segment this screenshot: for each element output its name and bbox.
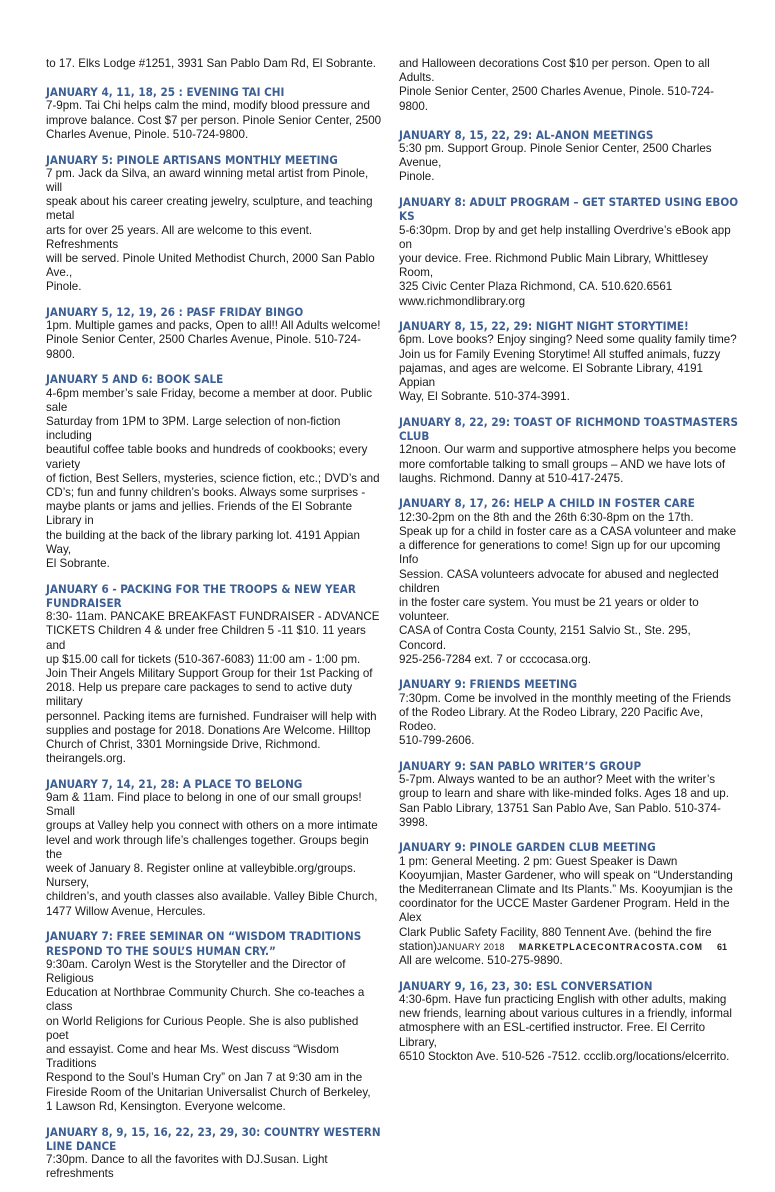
- event-description: 7-9pm. Tai Chi helps calm the mind, modify blood pressure and improve balance. Cost $7 per person. Pinole Senior Center, 2500 Charles Avenue, Pinole. 510-724-9800.: [46, 99, 382, 141]
- event-description: 7:30pm. Dance to all the favorites with DJ.Susan. Light refreshments: [46, 1152, 328, 1181]
- event-description: 9am & 11am. Find place to belong in one of our small groups! Small groups at Valley help you connect with others on a more intimate level and work through life’s challenges together. Groups begin the week of January 8. Register online at valleybible.org/groups. Nursery, children’s, and youth classes also available. Valley Bible Church, 1477 Willow Avenue, Hercules.: [46, 791, 378, 918]
- event-listing: [46, 582, 384, 767]
- event-heading: JANUARY 8, 15, 22, 29: NIGHT NIGHT STORYTIME!: [399, 319, 689, 334]
- page-number: 61: [716, 942, 727, 952]
- event-description: 5:30 pm. Support Group. Pinole Senior Center, 2500 Charles Avenue, Pinole.: [399, 142, 712, 184]
- event-description: 9:30am. Carolyn West is the Storyteller and the Director of Religious Education at Northbrae Community Church. She co-teaches a class on World Religions for Curious People. She is also published poet and essayist. Come and hear Ms. West discuss “Wisdom Traditions Respond to the Soul’s Human Cry” on Jan 7 at 9:30 am in the Fireside Room of the Unitarian Universalist Church of Berkeley, 1 Lawson Rd, Kensington. Everyone welcome.: [46, 957, 371, 1113]
- event-heading: JANUARY 6 - PACKING FOR THE TROOPS & NEW YEAR FUNDRAISER: [46, 581, 356, 610]
- event-description: 7 pm. Jack da Silva, an award winning metal artist from Pinole, will speak about his career creating jewelry, sculpture, and teaching metal arts for over 25 years. All are welcome to this event. Refreshments will be served. Pinole United Methodist Church, 2000 San Pablo Ave., Pinole.: [46, 166, 375, 294]
- event-listing: [399, 979, 739, 1064]
- event-listing: [46, 372, 384, 571]
- event-description: to 17. Elks Lodge #1251, 3931 San Pablo Dam Rd, El Sobrante.: [46, 57, 376, 70]
- event-description: and Halloween decorations Cost $10 per person. Open to all Adults. Pinole Senior Center, 2500 Charles Avenue, Pinole. 510-724-9800.: [399, 57, 714, 113]
- event-heading: JANUARY 5: PINOLE ARTISANS MONTHLY MEETING: [46, 152, 338, 167]
- event-description: 4:30-6pm. Have fun practicing English with other adults, making new friends, learning about various cultures in a friendly, informal atmosphere with an ESL-certified instructor. Free. El Cerrito Library, 6510 Stockton Ave. 510-526 -7512. ccclib.org/locations/elcerrito.: [399, 992, 732, 1063]
- event-description: 12:30-2pm on the 8th and the 26th 6:30-8pm on the 17th. Speak up for a child in foster care as a CASA volunteer and make a difference for generations to come! Sign up for our upcoming Info Session. CASA volunteers advocate for abused and neglected children in the foster care system. You must be 21 years or older to volunteer. CASA of Contra Costa County, 2151 Salvio St., Ste. 295, Concord. 925-256-7284 ext. 7 or cccocasa.org.: [399, 510, 737, 666]
- event-heading: JANUARY 8, 15, 22, 29: AL-ANON MEETINGS: [399, 127, 654, 142]
- event-listing: [399, 195, 739, 309]
- event-heading: JANUARY 8, 22, 29: TOAST OF RICHMOND TOASTMASTERS CLUB: [399, 414, 739, 444]
- event-listing: [46, 929, 384, 1114]
- left-column: [46, 57, 384, 1192]
- event-description: 5-6:30pm. Drop by and get help installing Overdrive’s eBook app on your device. Free. Richmond Public Main Library, Whittlesey Room, 325 Civic Center Plaza Richmond, CA. 510.620.6561 www.richmondlibrary.org: [399, 223, 731, 308]
- event-description: 1pm. Multiple games and packs, Open to all!! All Adults welcome! Pinole Senior Center, 2500 Charles Avenue, Pinole. 510-724-9800.: [46, 319, 381, 361]
- event-description: 7:30pm. Come be involved in the monthly meeting of the Friends of the Rodeo Library. At the Rodeo Library, 220 Pacific Ave, Rodeo. 510-799-2606.: [399, 691, 731, 748]
- event-heading: JANUARY 9: PINOLE GARDEN CLUB MEETING: [399, 840, 656, 855]
- footer-site: MARKETPLACECONTRACOSTA.COM: [518, 942, 703, 952]
- event-listing: [46, 153, 384, 295]
- event-listing: [46, 1125, 384, 1182]
- event-listing: [399, 677, 739, 748]
- event-listing: [46, 85, 384, 142]
- event-continuation: [399, 57, 739, 114]
- event-description: 8:30- 11am. PANCAKE BREAKFAST FUNDRAISER - ADVANCE TICKETS Children 4 & under free Children 5 -11 $10. 11 years and up $15.00 call for tickets (510-367-6083) 11:00 am - 1:00 pm. Join Their Angels Military Support Group for their 1st Packing of 2018. Help us prepare care packages to send to active duty military personnel. Packing items are furnished. Fundraiser will help with supplies and postage for 2018. Donations Are Welcome. Hilltop Church of Christ, 3301 Morningside Drive, Richmond. theirangels.org.: [46, 610, 380, 766]
- right-column: [399, 57, 739, 1075]
- page-footer: [437, 942, 727, 952]
- event-heading: JANUARY 9, 16, 23, 30: ESL CONVERSATION: [399, 978, 653, 993]
- event-heading: JANUARY 9: SAN PABLO WRITER’S GROUP: [399, 758, 642, 773]
- event-listing: [399, 759, 739, 830]
- event-listing: [399, 319, 739, 404]
- event-heading: JANUARY 7: FREE SEMINAR ON “WISDOM TRADITIONS RESPOND TO THE SOUL’S HUMAN CRY.”: [46, 929, 362, 958]
- event-description: 5-7pm. Always wanted to be an author? Meet with the writer’s group to learn and share with like-minded folks. Ages 18 and up. San Pablo Library, 13751 San Pablo Ave, San Pablo. 510-374-3998.: [399, 773, 729, 829]
- event-listing: [399, 415, 739, 486]
- event-continuation: [46, 57, 384, 71]
- event-description: 4-6pm member’s sale Friday, become a member at door. Public sale Saturday from 1PM to 3PM. Large selection of non-fiction including beautiful coffee table books and hundreds of cookbooks; every variety of fiction, Best Sellers, mysteries, science fiction, etc.; DVD’s and CD’s; fun and funny children’s books. Always some surprises - maybe plants or jams and jellies. Friends of the El Sobrante Library in the building at the back of the library parking lot. 4191 Appian Way, El Sobrante.: [46, 386, 380, 570]
- event-listing: [46, 777, 384, 919]
- event-heading: JANUARY 7, 14, 21, 28: A PLACE TO BELONG: [46, 776, 303, 791]
- event-listing: [46, 305, 384, 362]
- event-heading: JANUARY 8, 9, 15, 16, 22, 23, 29, 30: COUNTRY WESTERN LINE DANCE: [46, 1124, 381, 1153]
- footer-month: JANUARY 2018: [437, 942, 505, 952]
- event-listing: [399, 496, 739, 666]
- event-heading: JANUARY 9: FRIENDS MEETING: [399, 677, 578, 692]
- event-description: 12noon. Our warm and supportive atmosphere helps you become more comfortable talking to small groups – AND we have lots of laughs. Richmond. Danny at 510-417-2475.: [399, 443, 737, 485]
- event-listing: [399, 128, 739, 185]
- event-heading: JANUARY 8, 17, 26: HELP A CHILD IN FOSTER CARE: [399, 496, 695, 511]
- event-heading: JANUARY 5 AND 6: BOOK SALE: [46, 372, 224, 387]
- event-heading: JANUARY 5, 12, 19, 26 : PASF FRIDAY BINGO: [46, 305, 304, 320]
- event-description: 1 pm: General Meeting. 2 pm: Guest Speaker is Dawn Kooyumjian, Master Gardener, who will speak on “Understanding the Mediterranean Climate and Its Plants.” Ms. Kooyumjian is the coordinator for the UCCE Master Gardener Program. Held in the Alex Clark Public Safety Facility, 880 Tennent Ave. (behind the fire station). All are welcome. 510-275-9890.: [399, 854, 733, 968]
- event-heading: JANUARY 8: ADULT PROGRAM – GET STARTED USING EBOO KS: [399, 195, 739, 224]
- event-description: 6pm. Love books? Enjoy singing? Need some quality family time? Join us for Family Evening Storytime! All stuffed animals, fuzzy pajamas, and ages are welcome. El Sobrante Library, 4191 Appian Way, El Sobrante. 510-374-3991.: [399, 333, 737, 404]
- event-heading: JANUARY 4, 11, 18, 25 : EVENING TAI CHI: [46, 85, 285, 100]
